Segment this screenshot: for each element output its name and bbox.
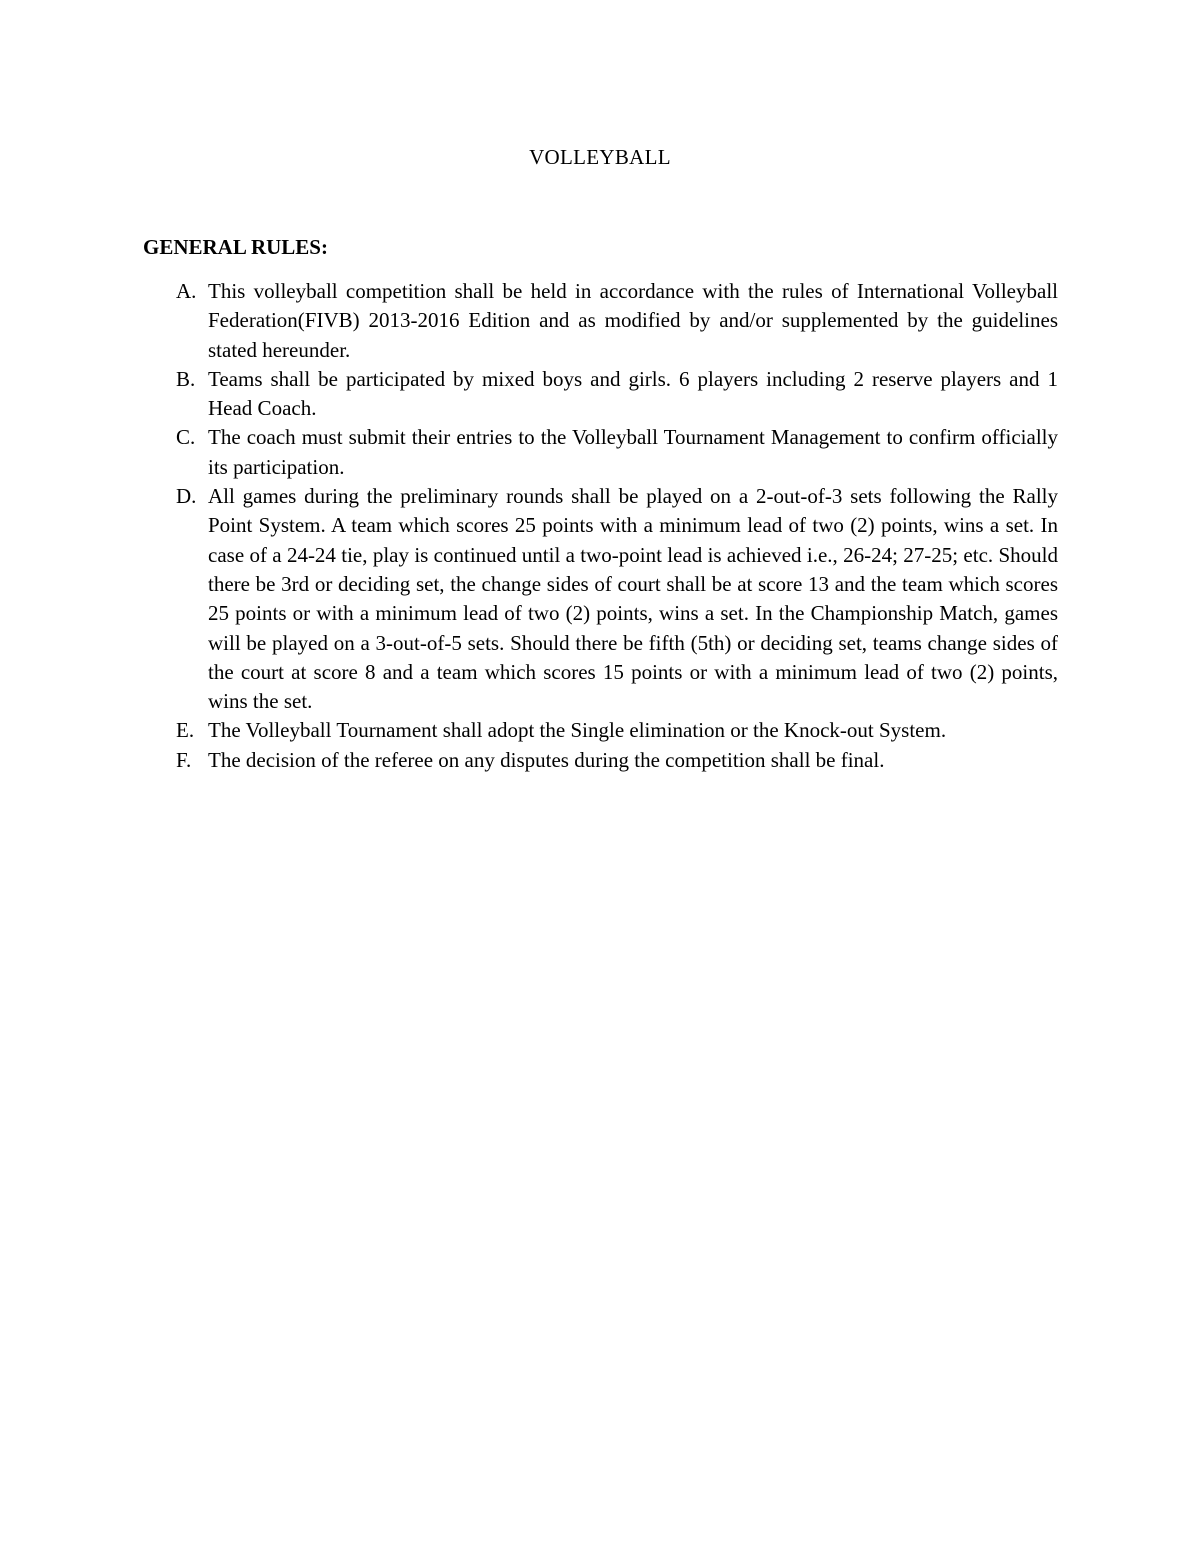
rule-item-c	[143, 423, 1058, 482]
rule-text: The coach must submit their entries to the Volleyball Tournament Management to confirm officially its participation.	[208, 425, 1058, 479]
rule-text: All games during the preliminary rounds shall be played on a 2-out-of-3 sets following the Rally Point System. A team which scores 25 points with a minimum lead of two (2) points, wins a set. In case of a 24-24 tie, play is continued until a two-point lead is achieved i.e., 26-24; 27-25; etc. Should there be 3rd or deciding set, the change sides of court shall be at score 13 and the team which scores 25 points or with a minimum lead of two (2) points, wins a set. In the Championship Match, games will be played on a 3-out-of-5 sets. Should there be fifth (5th) or deciding set, teams change sides of the court at score 8 and a team which scores 15 points or with a minimum lead of two (2) points, wins the set.	[208, 484, 1058, 714]
rule-text: The Volleyball Tournament shall adopt the Single elimination or the Knock-out System.	[208, 718, 947, 743]
rule-text: The decision of the referee on any disputes during the competition shall be final.	[208, 747, 885, 772]
rule-item-e	[143, 716, 1058, 745]
rule-item-b	[143, 365, 1058, 424]
rule-item-d	[143, 482, 1058, 716]
rule-letter: B.	[176, 366, 196, 391]
rule-letter: F.	[176, 747, 192, 772]
rule-letter: D.	[176, 484, 197, 509]
rules-list	[143, 277, 1058, 775]
document-title: VOLLEYBALL	[529, 145, 671, 169]
rule-letter: A.	[176, 279, 197, 303]
rule-letter: E.	[176, 718, 195, 743]
rule-text: Teams shall be participated by mixed boys and girls. 6 players including 2 reserve players and 1 Head Coach.	[208, 366, 1058, 421]
rule-letter: C.	[176, 425, 196, 450]
section-heading: GENERAL RULES:	[143, 235, 328, 259]
rule-item-f	[143, 746, 1058, 775]
rule-text: This volleyball competition shall be held in accordance with the rules of International Volleyball Federation(FIVB) 2013-2016 Edition and as modified by and/or supplemented by the guidelines stated hereunder.	[208, 279, 1058, 362]
rule-item-a	[143, 277, 1058, 365]
